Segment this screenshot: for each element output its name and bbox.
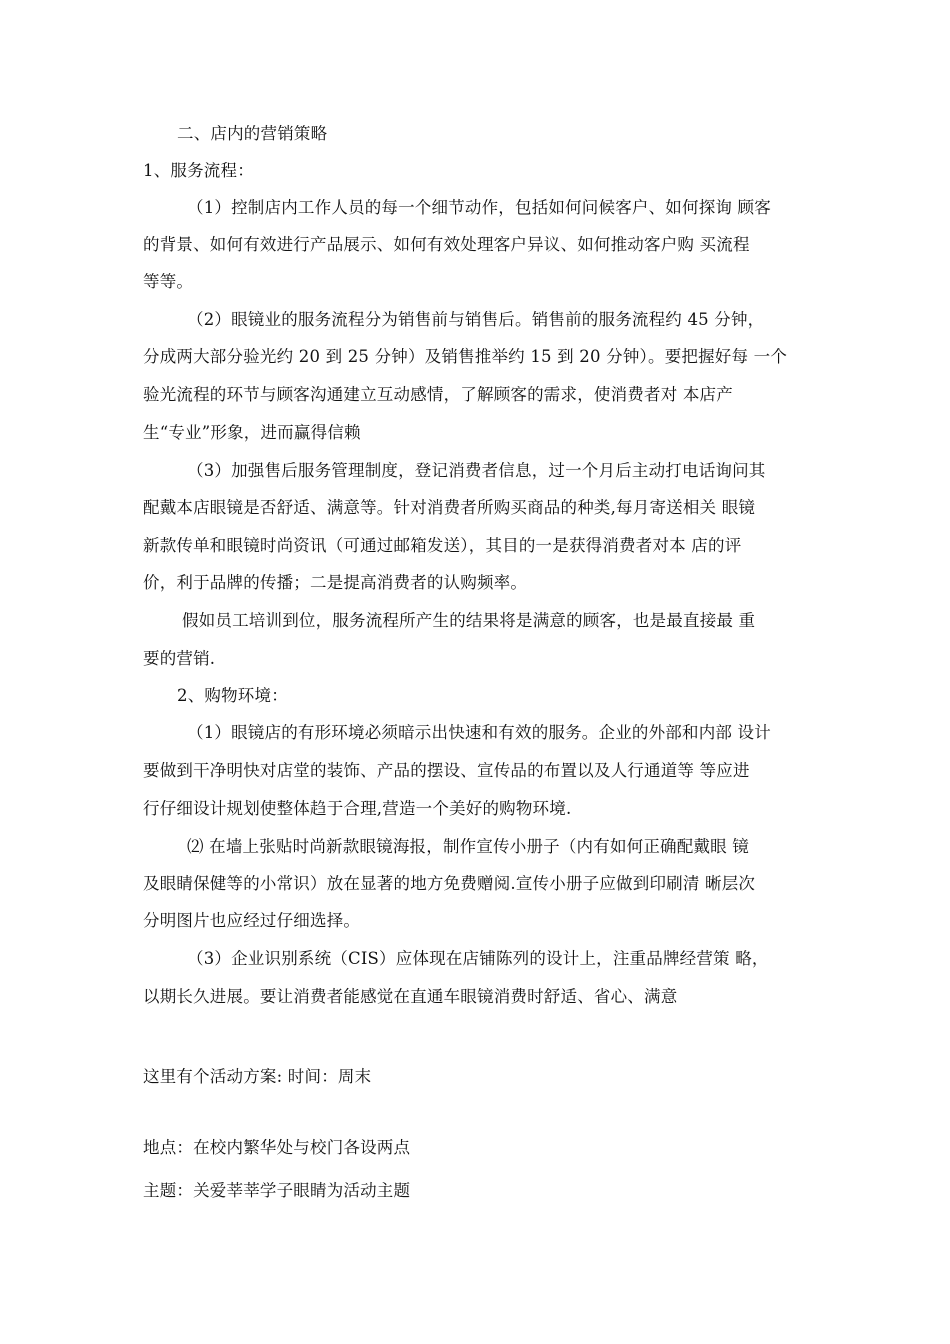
section-title: 二、店内的营销策略 [177, 124, 328, 143]
paragraph-line: ⑵ 在墙上张贴时尚新款眼镜海报，制作宣传小册子（内有如何正确配戴眼 镜 [187, 837, 749, 856]
activity-plan-line: 这里有个活动方案: 时间：周末 [143, 1067, 372, 1086]
paragraph-line: 配戴本店眼镜是否舒适、满意等。针对消费者所购买商品的种类,每月寄送相关 眼镜 [143, 498, 756, 517]
paragraph-line: 假如员工培训到位，服务流程所产生的结果将是满意的顾客，也是最直接最 重 [182, 611, 756, 630]
paragraph-line: 等等。 [143, 272, 194, 291]
paragraph-line: （3）企业识别系统（CIS）应体现在店铺陈列的设计上，注重品牌经营策 略， [187, 949, 769, 968]
paragraph-line: 行仔细设计规划使整体趋于合理,营造一个美好的购物环境. [143, 799, 572, 818]
paragraph-line: 要做到干净明快对店堂的装饰、产品的摆设、宣传品的布置以及人行通道等 等应进 [143, 761, 750, 780]
paragraph-line: 新款传单和眼镜时尚资讯（可通过邮箱发送），其目的一是获得消费者对本 店的评 [143, 536, 742, 555]
activity-location-line: 地点：在校内繁华处与校门各设两点 [143, 1138, 411, 1157]
subsection-title-service-flow: 1、服务流程： [143, 161, 254, 180]
paragraph-line: （3）加强售后服务管理制度，登记消费者信息，过一个月后主动打电话询问其 [187, 461, 766, 480]
paragraph-line: 分明图片也应经过仔细选择。 [143, 911, 361, 930]
paragraph-line: 生“专业”形象，进而赢得信赖 [143, 423, 361, 442]
paragraph-line: （2）眼镜业的服务流程分为销售前与销售后。销售前的服务流程约 45 分钟， [187, 310, 765, 329]
paragraph-line: 的背景、如何有效进行产品展示、如何有效处理客户异议、如何推动客户购 买流程 [143, 235, 750, 254]
subsection-title-shopping-environment: 2、购物环境： [177, 686, 288, 705]
paragraph-line: 价，利于品牌的传播；二是提高消费者的认购频率。 [143, 573, 528, 592]
paragraph-line: 以期长久进展。要让消费者能感觉在直通车眼镜消费时舒适、省心、满意 [143, 987, 678, 1006]
paragraph-line: 及眼睛保健等的小常识）放在显著的地方免费赠阅.宣传小册子应做到印刷清 晰层次 [143, 874, 756, 893]
paragraph-line: 要的营销. [143, 649, 216, 668]
paragraph-line: 分成两大部分验光约 20 到 25 分钟）及销售推举约 15 到 20 分钟）。要把握好每 一个 [143, 347, 788, 366]
paragraph-line: （1）控制店内工作人员的每一个细节动作，包括如何问候客户、如何探询 顾客 [187, 198, 771, 217]
paragraph-line: 验光流程的环节与顾客沟通建立互动感情，了解顾客的需求，使消费者对 本店产 [143, 385, 733, 404]
paragraph-line: （1）眼镜店的有形环境必须暗示出快速和有效的服务。企业的外部和内部 设计 [187, 723, 771, 742]
activity-theme-line: 主题：关爱莘莘学子眼睛为活动主题 [143, 1181, 411, 1200]
